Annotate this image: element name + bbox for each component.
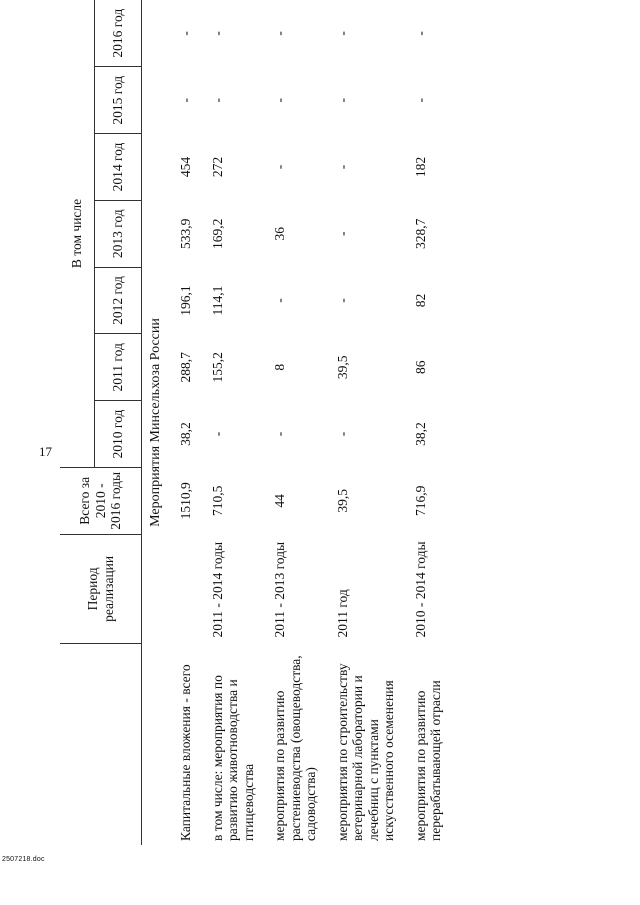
row-value: 169,2	[209, 218, 225, 249]
row-period: 2011 - 2013 годы	[272, 541, 288, 638]
row-value: -	[334, 97, 350, 103]
table-row	[329, 0, 407, 845]
rotated-table-container	[60, 0, 580, 845]
row-value: -	[412, 97, 428, 103]
row-value: 8	[272, 363, 288, 371]
row-name: Капитальные вложения - всего	[178, 664, 194, 841]
row-total: 716,9	[412, 485, 428, 516]
header-total: Всего за 2010 - 2016 годы	[60, 467, 142, 534]
row-value: -	[178, 97, 194, 103]
row-value: 114,1	[209, 285, 225, 316]
row-period	[172, 534, 204, 643]
row-value: -	[272, 31, 288, 36]
row-value: 454	[178, 156, 194, 178]
row-value: 39,5	[334, 355, 350, 380]
row-value: 196,1	[178, 285, 194, 316]
row-value: -	[412, 31, 428, 36]
header-year: 2013 год	[95, 200, 142, 267]
table-row	[172, 0, 204, 845]
row-value: 288,7	[178, 352, 194, 383]
row-value: -	[209, 97, 225, 103]
capital-investments-table	[60, 0, 454, 845]
row-value: -	[209, 431, 225, 437]
row-value: 36	[272, 227, 288, 241]
row-value: -	[334, 31, 350, 36]
row-total: 710,5	[209, 485, 225, 516]
row-value: -	[334, 298, 350, 303]
row-value: 182	[412, 156, 428, 178]
row-name: мероприятия по развитию растениеводства (овощеводства, садоводства)	[272, 655, 319, 841]
row-value: 328,7	[412, 218, 428, 249]
header-year: 2012 год	[95, 267, 142, 334]
table-row	[266, 0, 329, 845]
table-row	[204, 0, 267, 845]
header-year: 2015 год	[95, 67, 142, 134]
table-row	[407, 0, 454, 845]
header-including: В том числе	[60, 0, 95, 467]
row-value: -	[209, 31, 225, 36]
row-total: 44	[272, 494, 288, 508]
footer-filename: 2507218.doc	[2, 856, 45, 863]
row-value: -	[334, 231, 350, 236]
section-title: Мероприятия Минсельхоза России	[148, 318, 163, 527]
header-period: Период реализации	[60, 534, 142, 643]
row-value: -	[272, 298, 288, 303]
header-blank	[60, 644, 142, 845]
row-period: 2011 год	[334, 589, 350, 638]
row-value: -	[272, 164, 288, 170]
row-value: -	[334, 164, 350, 170]
header-year: 2014 год	[95, 134, 142, 201]
row-value: -	[334, 431, 350, 437]
row-value: -	[272, 97, 288, 103]
row-value: 38,2	[412, 422, 428, 446]
row-period: 2010 - 2014 годы	[412, 541, 428, 638]
row-name: мероприятия по развитию перерабатывающей отрасли	[412, 680, 444, 841]
row-value: 533,9	[178, 218, 194, 249]
row-period: 2011 - 2014 годы	[209, 541, 225, 638]
row-value: 272	[209, 156, 225, 178]
row-name: в том числе: мероприятия по развитию животноводства и птицеводства	[209, 675, 256, 841]
row-value: 86	[412, 360, 428, 375]
page-number: 17	[39, 444, 52, 459]
row-total: 1510,9	[178, 482, 194, 520]
header-year: 2016 год	[95, 0, 142, 67]
row-value: 82	[412, 293, 428, 308]
row-value: -	[272, 431, 288, 437]
row-value: 38,2	[178, 422, 194, 446]
row-value: -	[178, 31, 194, 36]
header-year: 2010 год	[95, 401, 142, 468]
row-total: 39,5	[334, 489, 350, 513]
row-name: мероприятия по строительству ветеринарной лаборатории и лечебниц с пунктами искусственного осеменения	[334, 663, 397, 841]
row-value: 155,2	[209, 352, 225, 383]
header-year: 2011 год	[95, 334, 142, 401]
